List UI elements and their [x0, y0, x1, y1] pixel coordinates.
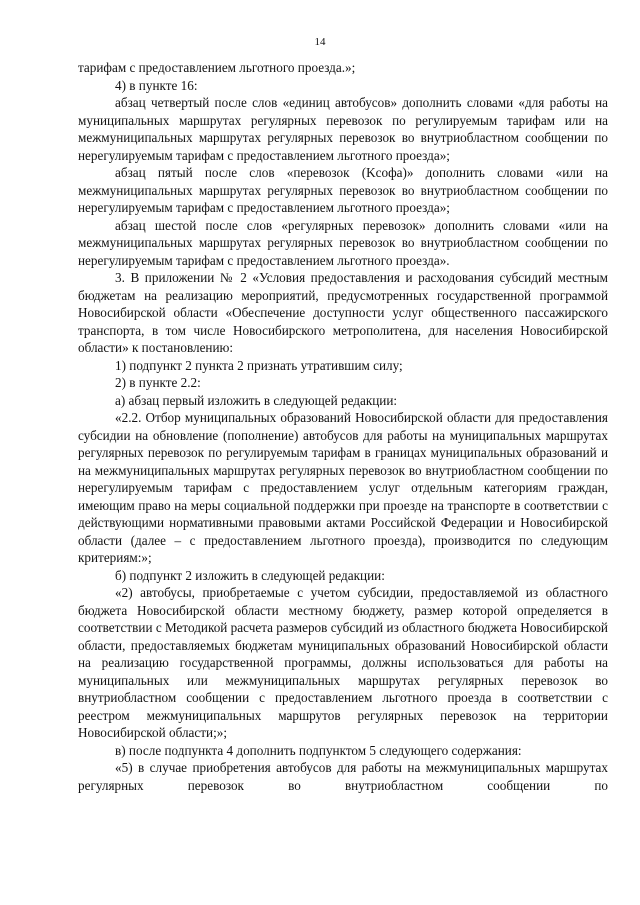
paragraph: абзац шестой после слов «регулярных перевозок» дополнить словами «или на межмуниципальных маршрутах регулярных перевозок во внутриобластном сообщении по нерегулируемым тарифам с предоставлением льготного проезда». [78, 217, 608, 268]
paragraph: «2) автобусы, приобретаемые с учетом субсидии, предоставляемой из областного бюджета Новосибирской области местному бюджету, размер которой определяется в соответствии с Методикой расчета размеров субсидий из областного бюджета Новосибирской области, предоставляемых бюджетам муниципальных образований Новосибирской области на реализацию государственной программы, должны использоваться для работы на муниципальных или межмуниципальных маршрутах регулярных перевозок во внутриобластном сообщении с предоставлением льготного проезда в соответствии с реестром межмуниципальных маршрутов регулярных перевозок на территории Новосибирской области;»; [78, 585, 608, 740]
paragraph: 3. В приложении № 2 «Условия предоставления и расходования субсидий местным бюджетам на реализацию мероприятий, предусмотренных государственной программой Новосибирской области «Обеспечение доступности услуг общественного пассажирского транспорта, в том числе Новосибирского метрополитена, для населения Новосибирской области» к постановлению: [78, 270, 608, 355]
page-number: 14 [314, 36, 326, 48]
paragraph: «2.2. Отбор муниципальных образований Новосибирской области для предоставления субсидии на обновление (пополнение) автобусов для работы на муниципальных маршрутах регулярных перевозок по регулируемым тарифам в границах муниципальных образований и на межмуниципальных маршрутах регулярных перевозок во внутриобластном сообщении по нерегулируемым тарифам с предоставлением услуг отдельным категориям граждан, имеющим право на меры социальной поддержки при проезде на транспорте в соответствии с действующими нормативными правовыми актами Российской Федерации и Новосибирской области (далее – с предоставлением льготного проезда), производится по следующим критериям:»; [78, 410, 608, 565]
paragraph: тарифам с предоставлением льготного проезда.»; [78, 60, 356, 75]
paragraph: «5) в случае приобретения автобусов для работы на межмуниципальных маршрутах регулярных перевозок во внутриобластном сообщении по [78, 760, 608, 793]
paragraph: в) после подпункта 4 дополнить подпунктом 5 следующего содержания: [115, 742, 522, 758]
paragraph: а) абзац первый изложить в следующей редакции: [115, 392, 398, 408]
paragraph: 1) подпункт 2 пункта 2 признать утратившим силу; [115, 357, 403, 373]
paragraph: б) подпункт 2 изложить в следующей редакции: [115, 567, 385, 583]
paragraph: 4) в пункте 16: [115, 77, 198, 93]
paragraph: абзац пятый после слов «перевозок (Kсофa)» дополнить словами «или на межмуниципальных маршрутах регулярных перевозок во внутриобластном сообщении по нерегулируемым тарифам с предоставлением льготного проезда»; [78, 165, 608, 215]
paragraph: абзац четвертый после слов «единиц автобусов» дополнить словами «для работы на муниципальных маршрутах регулярных перевозок по регулируемым тарифам или на межмуниципальных маршрутах регулярных перевозок во внутриобластном сообщении по нерегулируемым тарифам с предоставлением льготного проезда»; [78, 95, 608, 163]
paragraph: 2) в пункте 2.2: [115, 375, 201, 390]
document-body [78, 59, 608, 794]
